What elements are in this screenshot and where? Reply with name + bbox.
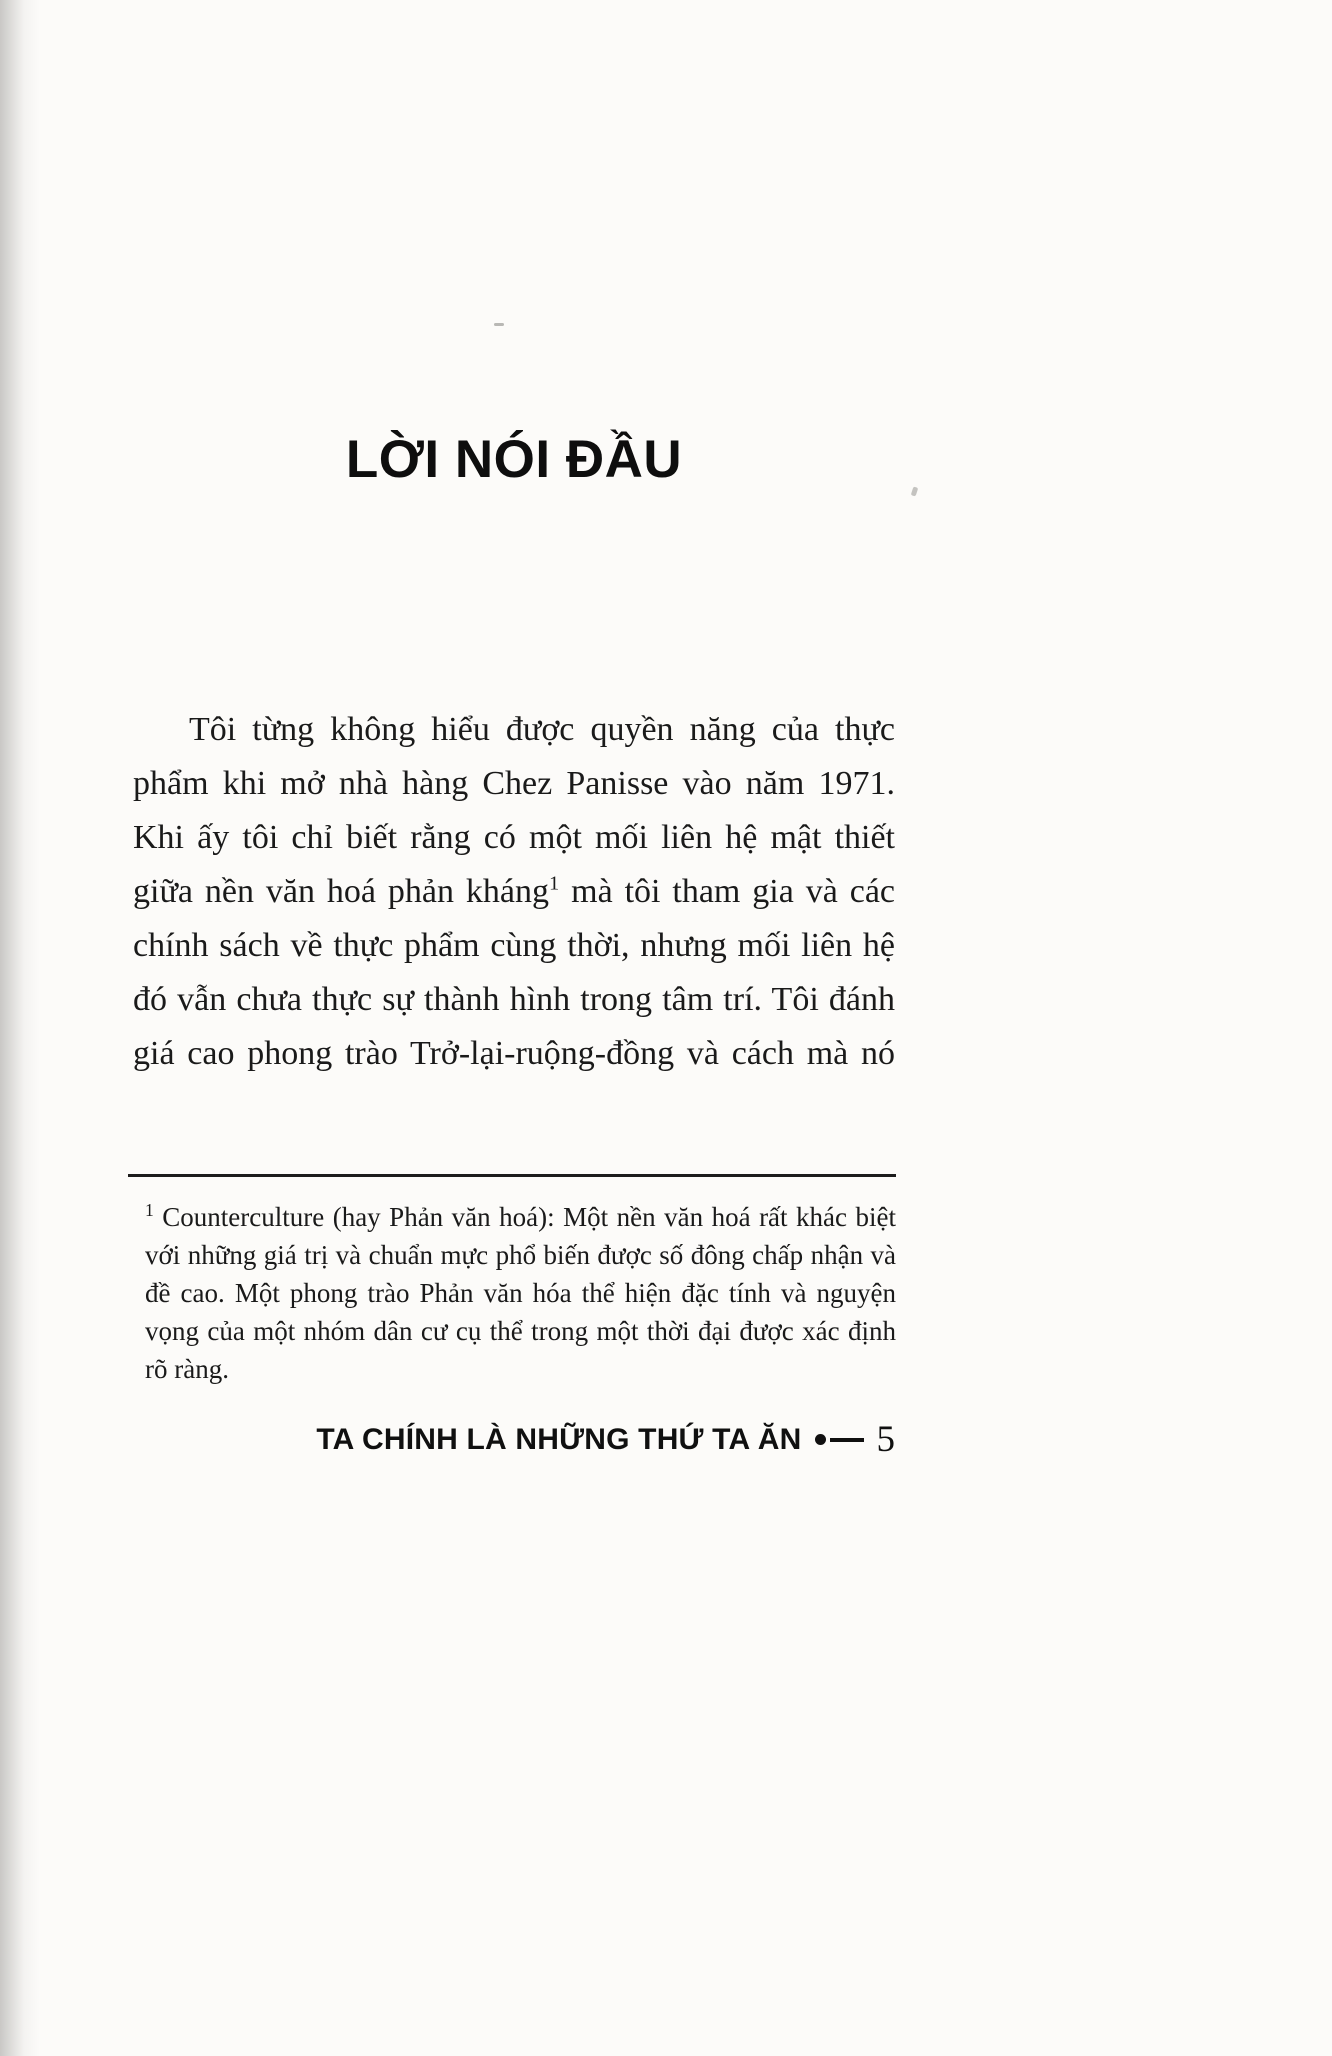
footnote bbox=[145, 1198, 896, 1388]
body-paragraph bbox=[133, 703, 895, 1081]
footnote-marker: 1 bbox=[145, 1200, 154, 1220]
ornament-dot bbox=[815, 1434, 826, 1445]
scan-edge-shadow bbox=[0, 0, 40, 2056]
page-title: LỜI NÓI ĐẦU bbox=[345, 430, 683, 489]
body-text-part2: mà tôi tham gia và các chính sách về thực phẩm cùng thời, nhưng mối liên hệ đó vẫn chưa thực sự thành hình trong tâm trí. Tôi đánh giá cao phong trào Trở-lại-ruộng-đồng và cách mà nó bbox=[133, 873, 895, 1072]
page-number: 5 bbox=[876, 1419, 895, 1460]
scan-artifact bbox=[911, 486, 919, 496]
page-footer bbox=[133, 1418, 895, 1461]
ornament-dash bbox=[830, 1438, 864, 1442]
footnote-divider bbox=[128, 1174, 896, 1177]
running-title: TA CHÍNH LÀ NHỮNG THỨ TA ĂN bbox=[316, 1422, 802, 1456]
footnote-reference: 1 bbox=[549, 872, 560, 895]
bullet-dash-ornament bbox=[815, 1434, 864, 1445]
scan-artifact bbox=[494, 323, 504, 326]
footnote-text: Counterculture (hay Phản văn hoá): Một nền văn hoá rất khác biệt với những giá trị và chuẩn mực phổ biến được số đông chấp nhận và đề cao. Một phong trào Phản văn hóa thể hiện đặc tính và nguyện vọng của một nhóm dân cư cụ thể trong một thời đại được xác định rõ ràng. bbox=[145, 1202, 896, 1384]
body-text-part1: Tôi từng không hiểu được quyền năng của thực phẩm khi mở nhà hàng Chez Panisse vào năm 1971. Khi ấy tôi chỉ biết rằng có một mối liên hệ mật thiết giữa nền văn hoá phản kháng bbox=[133, 711, 895, 910]
